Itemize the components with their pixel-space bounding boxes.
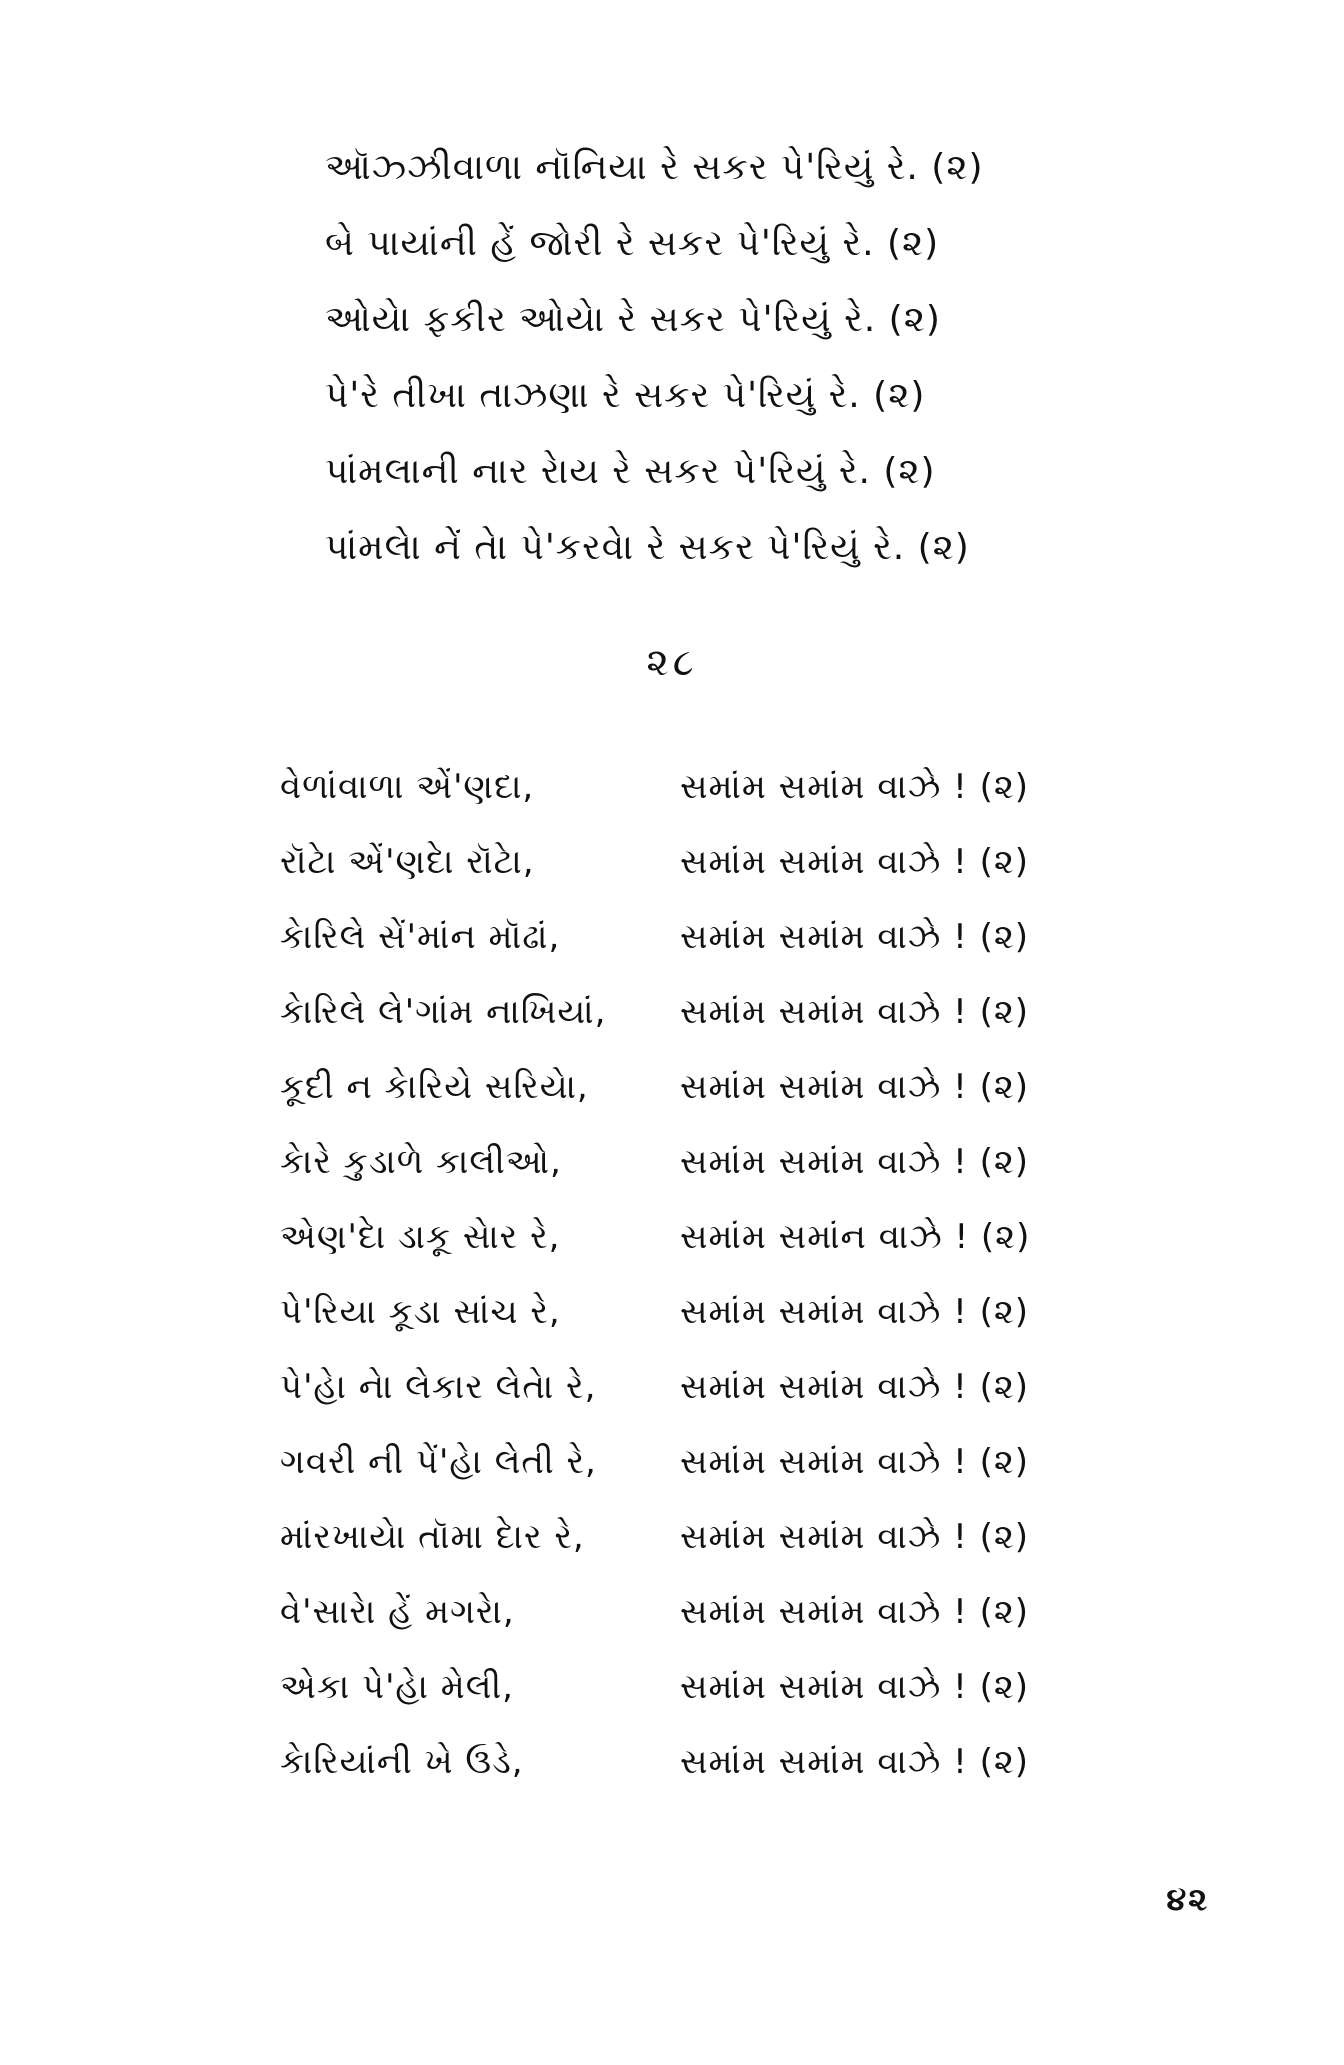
verse-line-refrain: સમાંમ સમાંમ વાઝે ! (૨) <box>680 842 1030 882</box>
verse-line-refrain: સમાંમ સમાંમ વાઝે ! (૨) <box>680 1517 1030 1557</box>
verse-line <box>280 750 1110 825</box>
verse-line <box>280 825 1110 900</box>
verse-line: પે'રે તીખા તાઝણા રે સકર પે'રિયું રે. (૨) <box>325 375 926 416</box>
verse-line <box>280 1200 1110 1275</box>
verse-line <box>280 1500 1110 1575</box>
verse-line-refrain: સમાંમ સમાંમ વાઝે ! (૨) <box>680 1667 1030 1707</box>
verse-line-left: વે'સારેા હેં મગરેા, <box>280 1592 515 1632</box>
verse-line <box>280 1050 1110 1125</box>
verse-line-left: રૉટેા એં'ણદેા રૉટેા, <box>280 842 535 882</box>
verse-line-refrain: સમાંમ સમાંમ વાઝે ! (૨) <box>680 992 1030 1032</box>
verse-line <box>280 1725 1110 1800</box>
verse-line-refrain: સમાંમ સમાંમ વાઝે ! (૨) <box>680 1367 1030 1407</box>
verse-line: પાંમલેા નેં તેા પે'કરવેા રે સકર પે'રિયું રે. (૨) <box>325 527 970 568</box>
verse-line: ઓયેા ફકીર ઓયેા રે સકર પે'રિયું રે. (૨) <box>325 299 941 340</box>
verse-line-left: ગવરી ની પેં'હેા લેતી રે, <box>280 1442 597 1482</box>
verse-bottom <box>280 750 1110 1800</box>
verse-line-refrain: સમાંમ સમાંમ વાઝે ! (૨) <box>680 1592 1030 1632</box>
verse-line-left: કૂદી ન કેારિયે સરિયેા, <box>280 1067 589 1107</box>
verse-line-refrain: સમાંમ સમાંમ વાઝે ! (૨) <box>680 1742 1030 1782</box>
verse-line-left: પે'રિયા કૂડા સાંચ રે, <box>280 1292 561 1332</box>
verse-line-refrain: સમાંમ સમાંમ વાઝે ! (૨) <box>680 1142 1030 1182</box>
verse-line-left: વેળાંવાળા એં'ણદા, <box>280 767 535 807</box>
verse-line-refrain: સમાંમ સમાંમ વાઝે ! (૨) <box>680 1292 1030 1332</box>
verse-line <box>280 1650 1110 1725</box>
verse-line-left: એણ'દેા ડાકૂ સેાર રે, <box>280 1217 561 1257</box>
verse-line-refrain: સમાંમ સમાંન વાઝે ! (૨) <box>680 1217 1031 1257</box>
verse-line-left: કેારિલે સેં'માંન મૉઢાં, <box>280 917 561 957</box>
verse-line <box>280 900 1110 975</box>
verse-line-left: પે'હેા નેા લેકાર લેતેા રે, <box>280 1367 597 1407</box>
verse-line-left: માંરખાયેા તૉમા દેાર રે, <box>280 1517 585 1557</box>
verse-line-left: એકા પે'હેા મેલી, <box>280 1667 514 1707</box>
verse-line <box>280 1575 1110 1650</box>
verse-line-left: કેારે કુડાળે કાલીઓ, <box>280 1142 562 1182</box>
verse-line <box>280 1350 1110 1425</box>
verse-line <box>280 1275 1110 1350</box>
verse-line-refrain: સમાંમ સમાંમ વાઝે ! (૨) <box>680 767 1030 807</box>
verse-line: ઑઝ્ઝીવાળા નૉનિયા રે સકર પે'રિયું રે. (૨) <box>325 147 984 188</box>
verse-line-refrain: સમાંમ સમાંમ વાઝે ! (૨) <box>680 1067 1030 1107</box>
verse-line-left: કેારિલે લે'ગાંમ નાખિયાં, <box>280 992 607 1032</box>
verse-line <box>280 1125 1110 1200</box>
verse-line <box>280 1425 1110 1500</box>
page-number: ૪૨ <box>1166 1880 1209 1918</box>
verse-line: પાંમલાની નાર રેાય રે સકર પે'રિયું રે. (૨) <box>325 451 936 492</box>
verse-line: બે પાયાંની હેં જોરી રે સકર પે'રિયું રે. (૨) <box>325 223 940 264</box>
song-number: ૨૮ <box>646 640 698 684</box>
verse-line-refrain: સમાંમ સમાંમ વાઝે ! (૨) <box>680 1442 1030 1482</box>
verse-line <box>280 975 1110 1050</box>
verse-line-left: કેારિયાંની ખે ઉડે, <box>280 1742 524 1782</box>
verse-line-refrain: સમાંમ સમાંમ વાઝે ! (૨) <box>680 917 1030 957</box>
verse-top <box>325 130 1045 586</box>
